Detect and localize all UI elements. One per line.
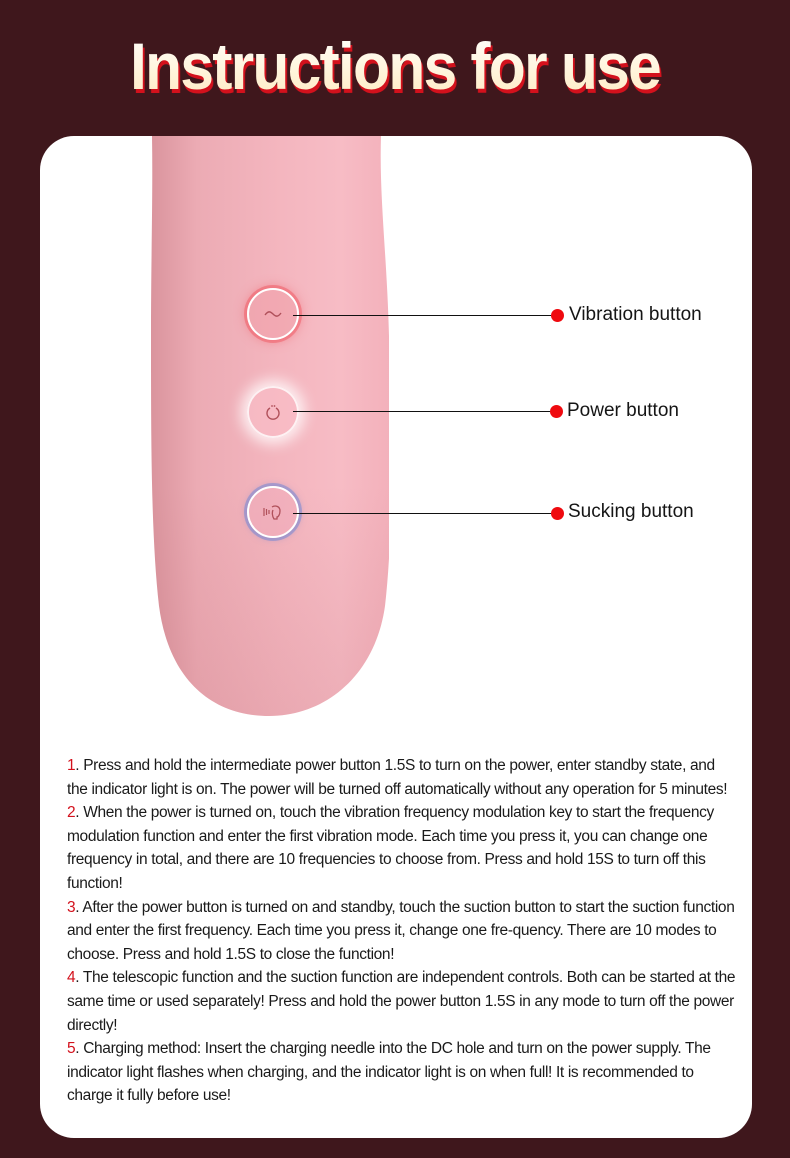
step-number: 3 [67, 898, 76, 916]
power-button-illustration [247, 386, 299, 438]
callout-line-sucking [293, 513, 557, 514]
instructions-list [67, 754, 737, 1108]
step-text: . When the power is turned on, touch the vibration frequency modulation key to start the frequency modulation function and enter the first vibration mode. Each time you press it, you can change one frequency in total, and there are 10 frequencies to choose from. Press and hold 15S to turn off this function! [67, 804, 714, 892]
step-number: 2 [67, 804, 76, 822]
step-text: . Press and hold the intermediate power button 1.5S to turn on the power, enter standby state, and the indicator light is on. The power will be turned off automatically without any operation for 5 minutes! [67, 757, 728, 798]
instruction-card [40, 136, 752, 1138]
step-number: 1 [67, 757, 76, 774]
callout-line-vibration [293, 315, 557, 316]
power-icon [260, 399, 286, 425]
step-text: . The telescopic function and the suction function are independent controls. Both can be started at the same time or used separately! Press and hold the power button 1.5S in any mode to turn off the power directly! [67, 969, 736, 1034]
instruction-item [67, 801, 737, 895]
step-text: . After the power button is turned on and standby, touch the suction button to start the suction function and enter the first frequency. Each time you press it, change one fre-quency. There are 10 modes to choose. Press and hold 1.5S to close the function! [67, 898, 735, 963]
callout-dot-sucking [551, 507, 564, 520]
label-power-button: Power button [567, 400, 679, 421]
callout-dot-power [550, 405, 563, 418]
instruction-item [67, 754, 737, 801]
suction-icon [260, 499, 286, 525]
sucking-button-illustration [247, 486, 299, 538]
instruction-item [67, 1037, 737, 1108]
vibration-button-illustration [247, 288, 299, 340]
page-title: Instructions for use [32, 28, 759, 104]
wave-icon [260, 301, 286, 327]
step-text: . Charging method: Insert the charging needle into the DC hole and turn on the power supply. The indicator light flashes when charging, and the indicator light is on when full! It is recommended to charge it fully before use! [67, 1040, 711, 1105]
callout-dot-vibration [551, 309, 564, 322]
step-number: 5 [67, 1040, 76, 1058]
label-sucking-button: Sucking button [568, 501, 694, 522]
callout-line-power [293, 411, 555, 412]
step-number: 4 [67, 969, 76, 987]
instruction-item [67, 896, 737, 967]
instruction-item [67, 966, 737, 1037]
label-vibration-button: Vibration button [569, 304, 702, 325]
